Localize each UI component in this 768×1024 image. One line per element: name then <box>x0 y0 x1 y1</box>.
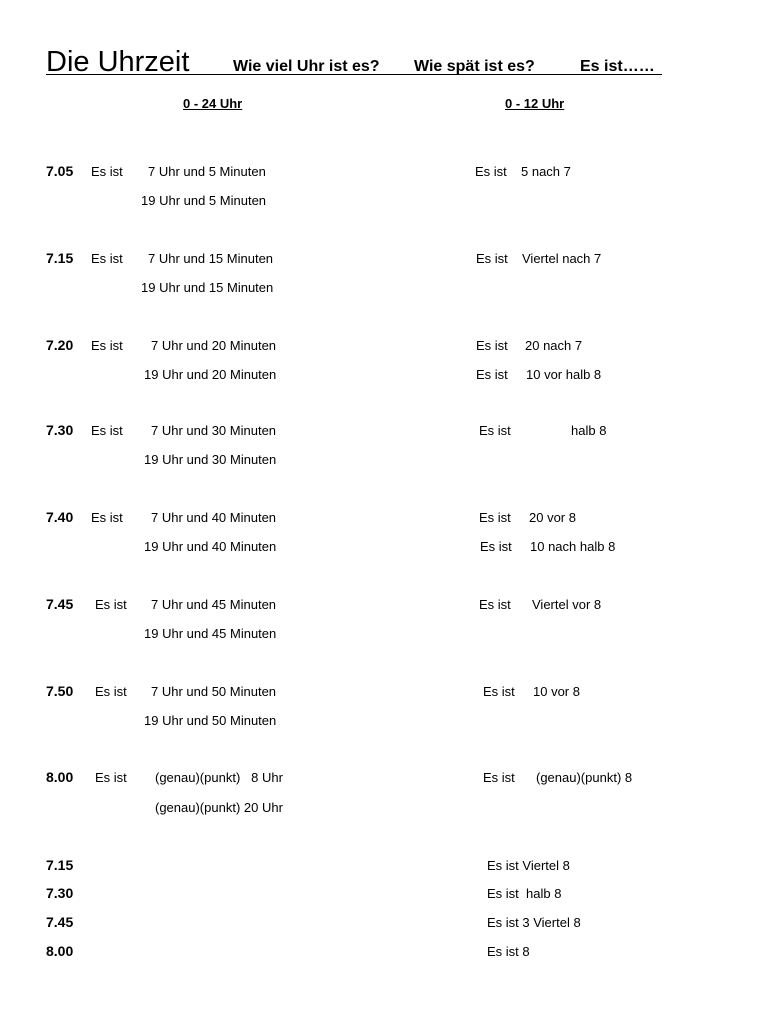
time-12h-primary: 20 vor 8 <box>529 510 576 525</box>
time-12h-primary: Viertel vor 8 <box>532 597 602 612</box>
time-24h-morning: 7 Uhr und 40 Minuten <box>151 510 277 525</box>
time-24h-evening: 19 Uhr und 15 Minuten <box>141 280 274 295</box>
time-24h-evening: 19 Uhr und 20 Minuten <box>144 367 277 382</box>
es-ist-label: Es ist <box>91 423 123 438</box>
summary-text: Es ist 3 Viertel 8 <box>487 915 581 930</box>
time-12h-primary: 5 nach 7 <box>521 164 571 179</box>
summary-text: Es ist Viertel 8 <box>487 858 570 873</box>
summary-time-label: 7.45 <box>46 914 74 930</box>
summary-time-label: 7.15 <box>46 857 74 873</box>
time-label: 7.30 <box>46 422 74 438</box>
es-ist-label: Es ist <box>476 338 508 353</box>
time-24h-morning: 7 Uhr und 15 Minuten <box>148 251 274 266</box>
time-24h-evening: 19 Uhr und 50 Minuten <box>144 713 277 728</box>
page-title: Die Uhrzeit <box>46 46 190 78</box>
summary-text: Es ist halb 8 <box>487 886 562 901</box>
time-12h-primary: 20 nach 7 <box>525 338 583 353</box>
es-ist-label: Es ist <box>95 597 127 612</box>
summary-time-label: 8.00 <box>46 943 74 959</box>
subtitle-es-ist: Es ist…… <box>580 58 655 75</box>
time-12h-primary: (genau)(punkt) 8 <box>536 770 633 785</box>
es-ist-label: Es ist <box>480 539 512 554</box>
time-12h-primary: Viertel nach 7 <box>522 251 602 266</box>
time-24h-morning: 7 Uhr und 5 Minuten <box>148 164 266 179</box>
time-24h-evening: 19 Uhr und 5 Minuten <box>141 193 267 208</box>
time-24h-morning: (genau)(punkt) 8 Uhr <box>155 770 283 785</box>
es-ist-label: Es ist <box>483 770 515 785</box>
summary-time-label: 7.30 <box>46 885 74 901</box>
es-ist-label: Es ist <box>483 684 515 699</box>
time-12h-secondary: 10 vor halb 8 <box>526 367 602 382</box>
es-ist-label: Es ist <box>479 423 511 438</box>
time-label: 7.15 <box>46 250 74 266</box>
column-heading-12h: 0 - 12 Uhr <box>505 96 565 111</box>
es-ist-label: Es ist <box>476 251 508 266</box>
es-ist-label: Es ist <box>91 251 123 266</box>
time-12h-secondary: 10 nach halb 8 <box>530 539 616 554</box>
time-label: 7.05 <box>46 163 74 179</box>
es-ist-label: Es ist <box>91 164 123 179</box>
es-ist-label: Es ist <box>95 770 127 785</box>
time-24h-morning: 7 Uhr und 20 Minuten <box>151 338 277 353</box>
time-24h-evening: 19 Uhr und 30 Minuten <box>144 452 277 467</box>
es-ist-label: Es ist <box>476 367 508 382</box>
es-ist-label: Es ist <box>91 338 123 353</box>
column-heading-24h: 0 - 24 Uhr <box>183 96 243 111</box>
time-label: 7.20 <box>46 337 74 353</box>
time-label: 7.50 <box>46 683 74 699</box>
time-12h-primary: halb 8 <box>571 423 607 438</box>
subtitle-wie-spaet: Wie spät ist es? <box>414 58 535 75</box>
es-ist-label: Es ist <box>95 684 127 699</box>
es-ist-label: Es ist <box>479 510 511 525</box>
time-24h-evening: (genau)(punkt) 20 Uhr <box>155 800 283 815</box>
time-24h-morning: 7 Uhr und 45 Minuten <box>151 597 277 612</box>
time-24h-morning: 7 Uhr und 30 Minuten <box>151 423 277 438</box>
summary-text: Es ist 8 <box>487 944 530 959</box>
time-label: 7.45 <box>46 596 74 612</box>
time-24h-evening: 19 Uhr und 40 Minuten <box>144 539 277 554</box>
subtitle-wie-viel-uhr: Wie viel Uhr ist es? <box>233 58 380 75</box>
title-underline <box>46 74 662 75</box>
es-ist-label: Es ist <box>475 164 507 179</box>
es-ist-label: Es ist <box>479 597 511 612</box>
time-12h-primary: 10 vor 8 <box>533 684 580 699</box>
time-24h-morning: 7 Uhr und 50 Minuten <box>151 684 277 699</box>
time-24h-evening: 19 Uhr und 45 Minuten <box>144 626 277 641</box>
es-ist-label: Es ist <box>91 510 123 525</box>
time-label: 7.40 <box>46 509 74 525</box>
time-label: 8.00 <box>46 769 74 785</box>
